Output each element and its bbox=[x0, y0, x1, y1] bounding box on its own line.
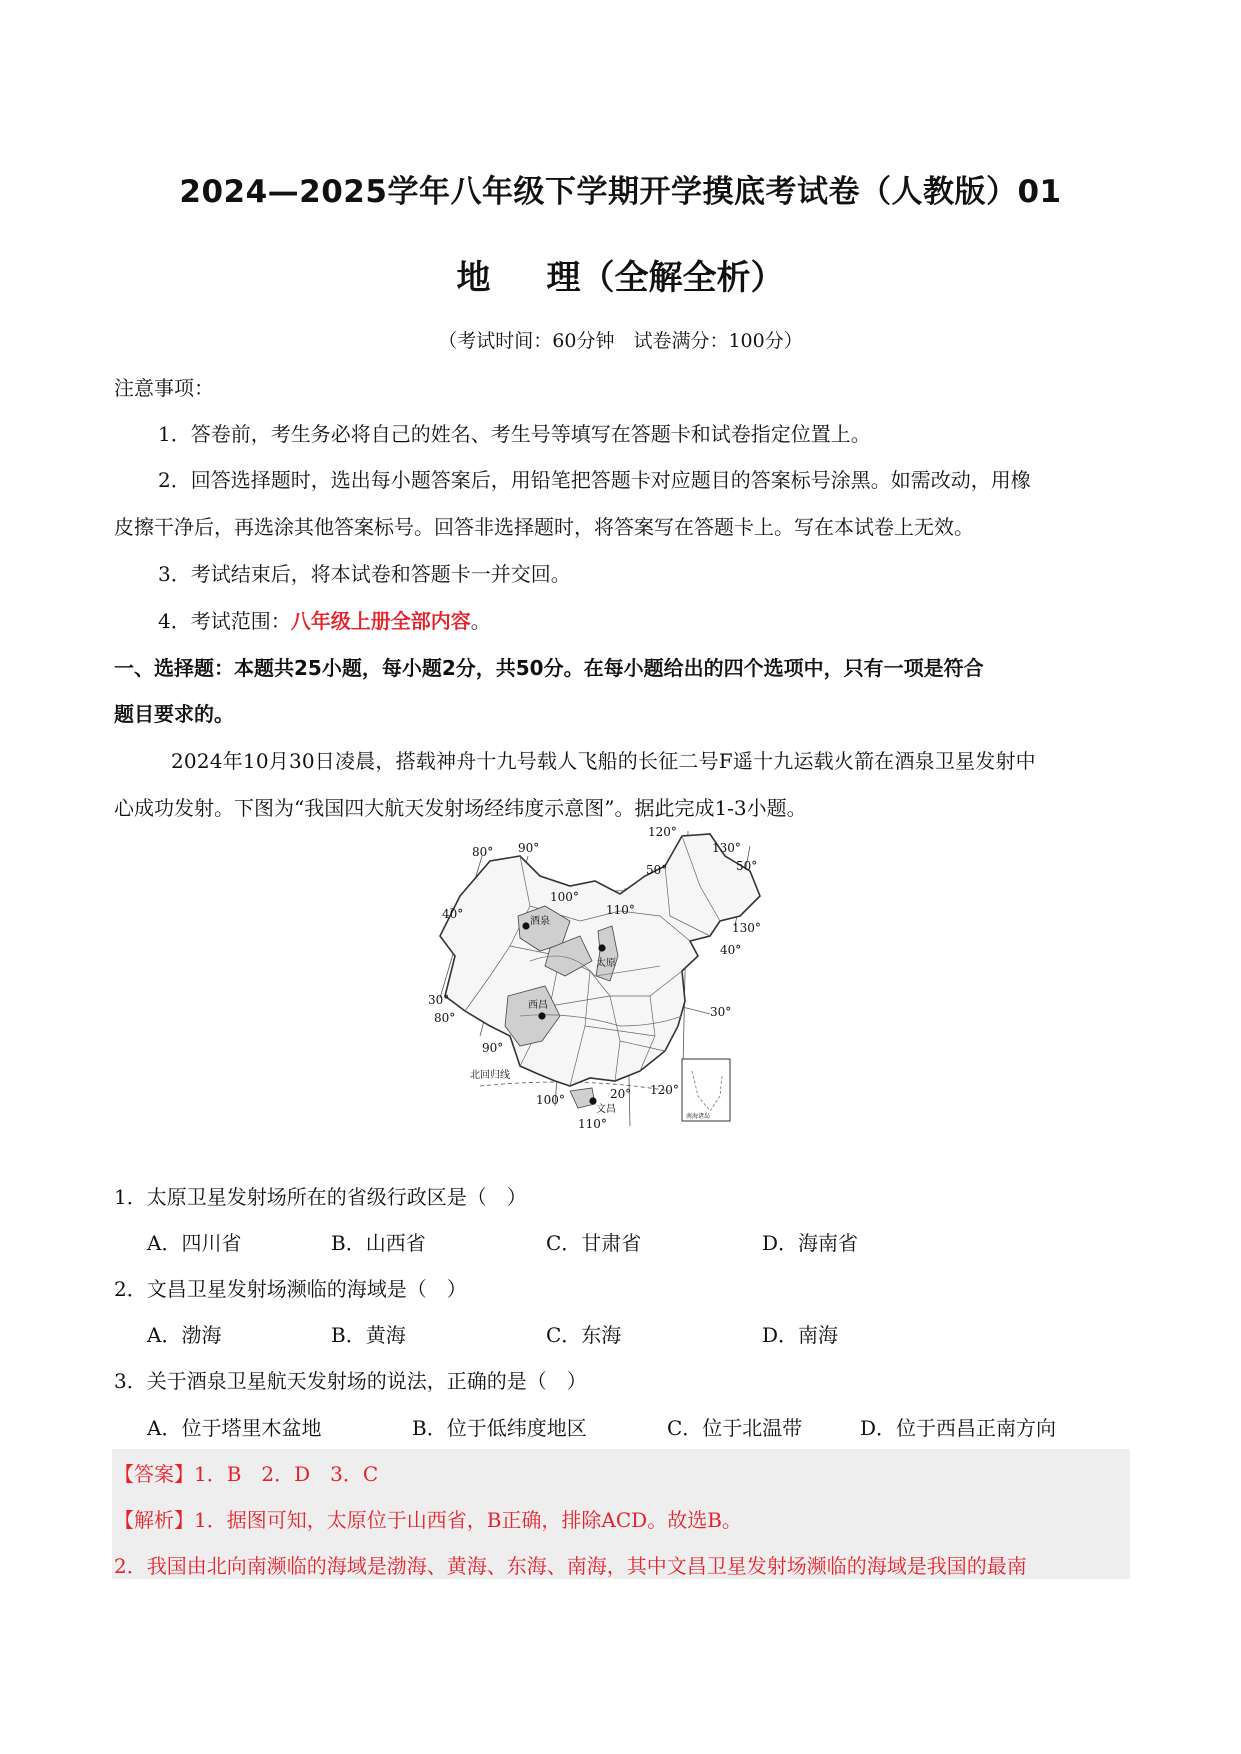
note-item-4-suffix: 。 bbox=[470, 609, 491, 633]
q3-option-d: D．位于西昌正南方向 bbox=[860, 1416, 1057, 1440]
notes-heading: 注意事项： bbox=[114, 376, 214, 400]
label-lon120-top: 120° bbox=[648, 826, 677, 839]
note-item-4 bbox=[158, 605, 491, 634]
q2-option-b: B．黄海 bbox=[331, 1323, 406, 1347]
map-svg bbox=[420, 826, 820, 1156]
china-launch-sites-map bbox=[420, 826, 820, 1156]
q1-option-b: B．山西省 bbox=[331, 1231, 426, 1255]
q3-option-b: B．位于低纬度地区 bbox=[412, 1416, 587, 1440]
q2-option-a: A．渤海 bbox=[147, 1323, 222, 1347]
label-lat20: 20° bbox=[610, 1087, 632, 1101]
label-lon120-bottom: 120° bbox=[650, 1083, 679, 1097]
q2-option-c: C．东海 bbox=[546, 1323, 622, 1347]
analysis-text-1: 1．据图可知，太原位于山西省，B正确，排除ACD。故选B。 bbox=[194, 1508, 742, 1532]
label-inset: 南海诸岛 bbox=[686, 1113, 711, 1120]
label-lat30-east: 30° bbox=[710, 1005, 732, 1019]
label-lat40-east: 40° bbox=[720, 943, 742, 957]
label-lat50-west: 50° bbox=[646, 863, 668, 877]
xichang-site-dot bbox=[538, 1012, 545, 1019]
subject-title-part2: 理（全解全析） bbox=[546, 258, 785, 298]
label-lon100-bottom: 100° bbox=[536, 1093, 565, 1107]
label-taiyuan: 太原 bbox=[596, 958, 616, 969]
q1-option-c: C．甘肃省 bbox=[546, 1231, 642, 1255]
q2-option-d: D．南海 bbox=[762, 1323, 839, 1347]
label-lon130-top: 130° bbox=[712, 841, 741, 855]
south-china-sea-inset bbox=[682, 1059, 730, 1121]
label-lon110-bottom: 110° bbox=[578, 1117, 607, 1131]
question-3-stem: 3．关于酒泉卫星航天发射场的说法，正确的是（ ） bbox=[114, 1369, 587, 1393]
answer-line bbox=[114, 1458, 378, 1487]
jiuquan-site-dot bbox=[522, 922, 529, 929]
q1-option-a: A．四川省 bbox=[147, 1231, 242, 1255]
label-tropic: 北回归线 bbox=[470, 1070, 510, 1081]
label-lat40-west: 40° bbox=[442, 907, 464, 921]
label-lat30-west: 30° bbox=[428, 993, 450, 1007]
label-lon100-top: 100° bbox=[550, 890, 579, 904]
q1-option-d: D．海南省 bbox=[762, 1231, 859, 1255]
label-lon110-top: 110° bbox=[606, 903, 635, 917]
answer-text: 1．B 2．D 3．C bbox=[194, 1462, 379, 1486]
subject-title bbox=[0, 250, 1241, 299]
section-heading-a: 一、选择题：本题共25小题，每小题2分，共50分。在每小题给出的四个选项中，只有一项是符合 bbox=[114, 656, 984, 680]
question-1-stem: 1．太原卫星发射场所在的省级行政区是（ ） bbox=[114, 1185, 527, 1209]
q3-option-c: C．位于北温带 bbox=[667, 1416, 803, 1440]
analysis-line-2: 2．我国由北向南濒临的海域是渤海、黄海、东海、南海，其中文昌卫星发射场濒临的海域是我国的最南 bbox=[114, 1554, 1027, 1578]
note-item-2a: 2．回答选择题时，选出每小题答案后，用铅笔把答题卡对应题目的答案标号涂黑。如需改动，用橡 bbox=[158, 468, 1031, 492]
exam-info: （考试时间：60分钟 试卷满分：100分） bbox=[438, 330, 803, 352]
document-title: 2024—2025学年八年级下学期开学摸底考试卷（人教版）01 bbox=[179, 174, 1062, 210]
q3-option-a: A．位于塔里木盆地 bbox=[147, 1416, 322, 1440]
analysis-label: 【解析】 bbox=[114, 1508, 194, 1532]
section-heading-b: 题目要求的。 bbox=[114, 702, 234, 726]
label-wenchang: 文昌 bbox=[596, 1104, 616, 1115]
label-lon80-top: 80° bbox=[472, 845, 494, 859]
note-item-4-prefix: 4．考试范围： bbox=[158, 609, 291, 633]
label-lon90-bottom: 90° bbox=[482, 1041, 504, 1055]
label-jiuquan: 酒泉 bbox=[530, 916, 550, 927]
answer-label: 【答案】 bbox=[114, 1462, 194, 1486]
question-stem-a: 2024年10月30日凌晨，搭载神舟十九号载人飞船的长征二号F遥十九运载火箭在酒泉卫星发射中 bbox=[171, 749, 1036, 773]
label-xichang: 西昌 bbox=[528, 1000, 548, 1011]
question-2-stem: 2．文昌卫星发射场濒临的海域是（ ） bbox=[114, 1277, 467, 1301]
subject-title-part1: 地 bbox=[456, 258, 491, 298]
label-lon90-top: 90° bbox=[518, 841, 540, 855]
taiyuan-site-dot bbox=[598, 944, 605, 951]
label-lon130-east: 130° bbox=[732, 921, 761, 935]
note-item-3: 3．考试结束后，将本试卷和答题卡一并交回。 bbox=[158, 562, 571, 586]
label-lon80-bottom: 80° bbox=[434, 1011, 456, 1025]
analysis-line-1 bbox=[114, 1504, 742, 1533]
exam-scope: 八年级上册全部内容 bbox=[290, 609, 471, 633]
note-item-2b: 皮擦干净后，再选涂其他答案标号。回答非选择题时，将答案写在答题卡上。写在本试卷上无效。 bbox=[114, 515, 974, 539]
note-item-1: 1．答卷前，考生务必将自己的姓名、考生号等填写在答题卡和试卷指定位置上。 bbox=[158, 422, 871, 446]
question-stem-b: 心成功发射。下图为“我国四大航天发射场经纬度示意图”。据此完成1-3小题。 bbox=[114, 796, 807, 820]
label-lat50-east: 50° bbox=[736, 859, 758, 873]
